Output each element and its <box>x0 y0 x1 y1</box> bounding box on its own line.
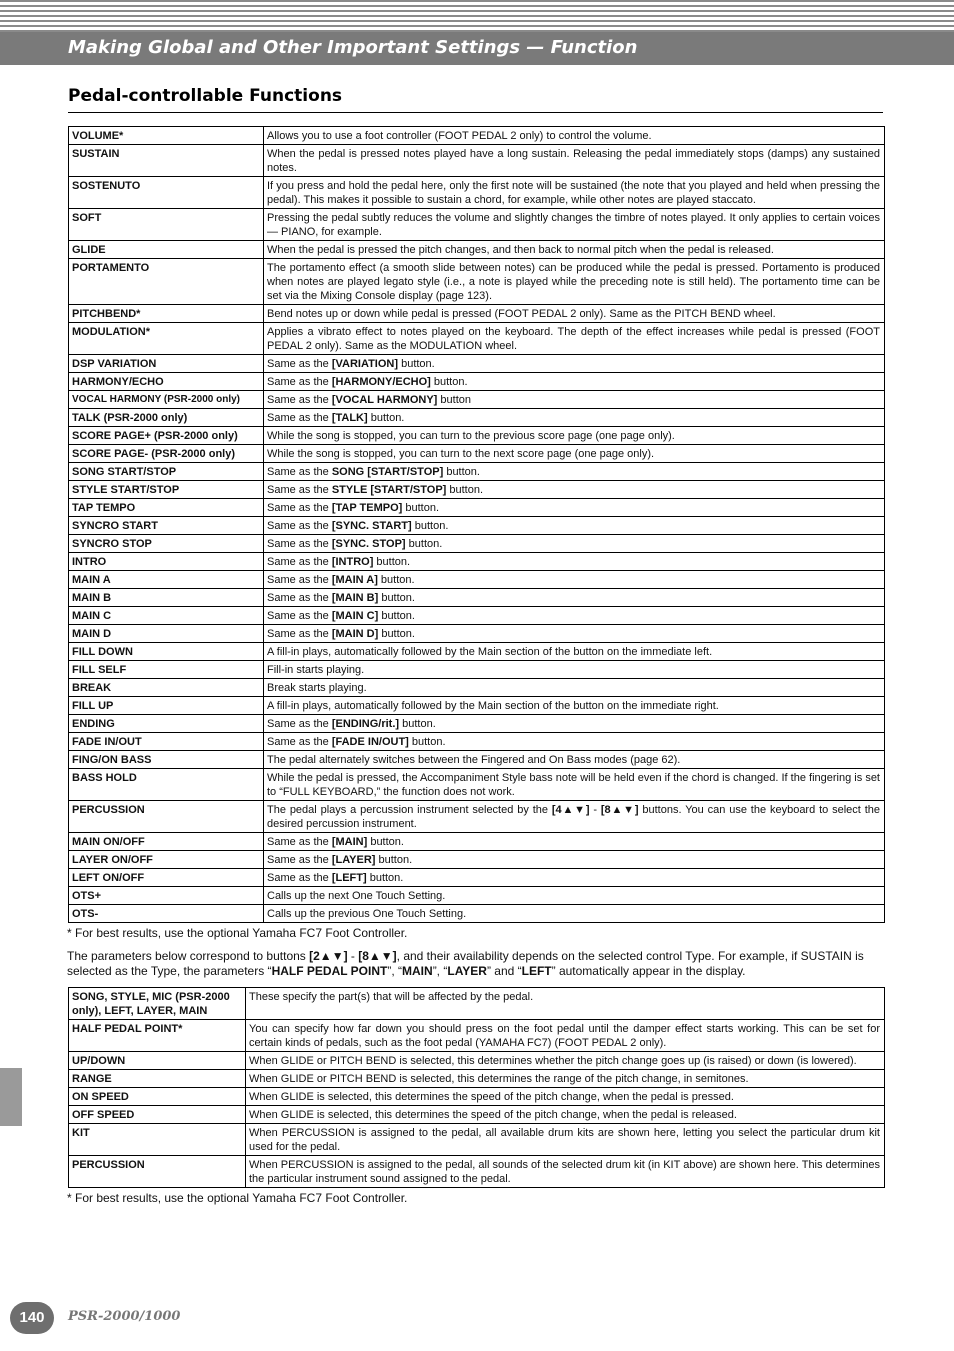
table-row <box>69 1124 885 1156</box>
function-description: While the pedal is pressed, the Accompaniment Style bass note will be held even if the chord is changed. If the fingering is set to “FULL KEYBOARD,” the function does not work. <box>264 769 885 801</box>
function-description: Bend notes up or down while pedal is pressed (FOOT PEDAL 2 only). Same as the PITCH BEND wheel. <box>264 305 885 323</box>
function-description: Same as the STYLE [START/STOP] button. <box>264 481 885 499</box>
function-description: Same as the [LAYER] button. <box>264 851 885 869</box>
function-description: A fill-in plays, automatically followed by the Main section of the button on the immediate right. <box>264 697 885 715</box>
function-description: Same as the [LEFT] button. <box>264 869 885 887</box>
parameter-description: When GLIDE or PITCH BEND is selected, this determines the range of the pitch change, in semitones. <box>246 1070 885 1088</box>
function-description: Same as the [TALK] button. <box>264 409 885 427</box>
function-description: Same as the [SYNC. STOP] button. <box>264 535 885 553</box>
function-name: PITCHBEND* <box>69 305 264 323</box>
table-row <box>69 209 885 241</box>
table-row <box>69 625 885 643</box>
table-row <box>69 715 885 733</box>
table-row <box>69 887 885 905</box>
function-description: Same as the [TAP TEMPO] button. <box>264 499 885 517</box>
table-row <box>69 661 885 679</box>
parameter-description: These specify the part(s) that will be affected by the pedal. <box>246 988 885 1020</box>
table-row <box>69 259 885 305</box>
table-row <box>69 1020 885 1052</box>
table-row <box>69 355 885 373</box>
function-description: Calls up the next One Touch Setting. <box>264 887 885 905</box>
function-description: Pressing the pedal subtly reduces the volume and slightly changes the timbre of notes played. It only applies to certain voices — PIANO, for example. <box>264 209 885 241</box>
parameter-description: When GLIDE is selected, this determines the speed of the pitch change, when the pedal is released. <box>246 1106 885 1124</box>
parameter-description: When PERCUSSION is assigned to the pedal, all sounds of the selected drum kit (in KIT above) are shown here. This determines the particular instrument sound assigned to the pedal. <box>246 1156 885 1188</box>
function-name: SOFT <box>69 209 264 241</box>
function-description: The pedal alternately switches between the Fingered and On Bass modes (page 62). <box>264 751 885 769</box>
table-row <box>69 833 885 851</box>
function-description: Same as the [FADE IN/OUT] button. <box>264 733 885 751</box>
function-name: PERCUSSION <box>69 801 264 833</box>
function-name: FILL DOWN <box>69 643 264 661</box>
table-row <box>69 305 885 323</box>
chapter-side-tab <box>0 1068 22 1126</box>
function-name: SCORE PAGE- (PSR-2000 only) <box>69 445 264 463</box>
function-description: Fill-in starts playing. <box>264 661 885 679</box>
function-description: Same as the [MAIN] button. <box>264 833 885 851</box>
table-row <box>69 851 885 869</box>
function-description: The portamento effect (a smooth slide between notes) can be produced while the pedal is pressed. Portamento is produced when notes are played legato style (i.e., a note is played while the preceding note is still held). The portamento time can be set via the Mixing Console display (page 123). <box>264 259 885 305</box>
table-row <box>69 177 885 209</box>
parameter-description: When GLIDE is selected, this determines the speed of the pitch change, when the pedal is pressed. <box>246 1088 885 1106</box>
function-description: Same as the [HARMONY/ECHO] button. <box>264 373 885 391</box>
function-description: A fill-in plays, automatically followed by the Main section of the button on the immediate left. <box>264 643 885 661</box>
table-row <box>69 409 885 427</box>
function-name: DSP VARIATION <box>69 355 264 373</box>
table-row <box>69 445 885 463</box>
parameter-name: HALF PEDAL POINT* <box>69 1020 246 1052</box>
function-name: MAIN D <box>69 625 264 643</box>
function-name: MODULATION* <box>69 323 264 355</box>
function-name: TALK (PSR-2000 only) <box>69 409 264 427</box>
function-name: OTS+ <box>69 887 264 905</box>
table-row <box>69 905 885 923</box>
table-row <box>69 373 885 391</box>
table-row <box>69 481 885 499</box>
function-name: TAP TEMPO <box>69 499 264 517</box>
table-row <box>69 391 885 409</box>
table-row <box>69 869 885 887</box>
function-name: BASS HOLD <box>69 769 264 801</box>
table-row <box>69 751 885 769</box>
parameter-name: SONG, STYLE, MIC (PSR-2000 only), LEFT, LAYER, MAIN <box>69 988 246 1020</box>
table-row <box>69 643 885 661</box>
table-row <box>69 679 885 697</box>
section-title: Pedal-controllable Functions <box>68 86 343 106</box>
pedal-parameters-table <box>68 987 885 1188</box>
function-description: Same as the [ENDING/rit.] button. <box>264 715 885 733</box>
table-row <box>69 535 885 553</box>
parameter-name: RANGE <box>69 1070 246 1088</box>
footnote: * For best results, use the optional Yamaha FC7 Foot Controller. <box>67 926 408 940</box>
function-description: Same as the [MAIN A] button. <box>264 571 885 589</box>
table-row <box>69 1156 885 1188</box>
function-name: SONG START/STOP <box>69 463 264 481</box>
table-row <box>69 769 885 801</box>
parameters-intro-paragraph: The parameters below correspond to buttons [2▲▼] - [8▲▼], and their availability depends on the selected control Type. For example, if SUSTAIN is selected as the Type, the parameters “HALF PEDAL POINT”, “MAIN”, “LAYER” and “LEFT” automatically appear in the display. <box>67 949 864 978</box>
function-description: Allows you to use a foot controller (FOOT PEDAL 2 only) to control the volume. <box>264 127 885 145</box>
function-description: While the song is stopped, you can turn to the previous score page (one page only). <box>264 427 885 445</box>
table-row <box>69 127 885 145</box>
function-description: Same as the [INTRO] button. <box>264 553 885 571</box>
function-name: HARMONY/ECHO <box>69 373 264 391</box>
function-name: ENDING <box>69 715 264 733</box>
function-description: Same as the [MAIN D] button. <box>264 625 885 643</box>
function-description: Same as the [MAIN C] button. <box>264 607 885 625</box>
table-row <box>69 733 885 751</box>
model-name: PSR-2000/1000 <box>68 1309 181 1324</box>
function-name: BREAK <box>69 679 264 697</box>
table-row <box>69 697 885 715</box>
function-description: Same as the SONG [START/STOP] button. <box>264 463 885 481</box>
parameter-description: When PERCUSSION is assigned to the pedal, all available drum kits are shown here, letting you select the particular drum kit used for the pedal. <box>246 1124 885 1156</box>
table-row <box>69 607 885 625</box>
parameter-description: You can specify how far down you should press on the foot pedal until the damper effect starts working. This can be set for certain kinds of pedals, such as the foot pedal (YAMAHA FC7) (FOOT PEDAL 2 only). <box>246 1020 885 1052</box>
table-row <box>69 427 885 445</box>
function-name: GLIDE <box>69 241 264 259</box>
table-row <box>69 571 885 589</box>
function-name: VOCAL HARMONY (PSR-2000 only) <box>69 391 264 409</box>
page-number: 140 <box>10 1302 54 1334</box>
parameter-name: UP/DOWN <box>69 1052 246 1070</box>
function-description: The pedal plays a percussion instrument selected by the [4▲▼] - [8▲▼] buttons. You can use the keyboard to select the desired percussion instrument. <box>264 801 885 833</box>
pedal-functions-table <box>68 126 885 923</box>
function-description: If you press and hold the pedal here, only the first note will be sustained (the note that you played and held when pressing the pedal). This makes it possible to sustain a chord, for example, while other notes are played staccato. <box>264 177 885 209</box>
function-description: Same as the [VARIATION] button. <box>264 355 885 373</box>
table-row <box>69 589 885 607</box>
function-description: Calls up the previous One Touch Setting. <box>264 905 885 923</box>
header-stripes <box>0 0 954 32</box>
section-rule <box>68 112 883 113</box>
function-description: While the song is stopped, you can turn to the next score page (one page only). <box>264 445 885 463</box>
function-name: MAIN A <box>69 571 264 589</box>
function-name: INTRO <box>69 553 264 571</box>
table-row <box>69 988 885 1020</box>
parameter-name: OFF SPEED <box>69 1106 246 1124</box>
parameter-name: ON SPEED <box>69 1088 246 1106</box>
function-name: SCORE PAGE+ (PSR-2000 only) <box>69 427 264 445</box>
chapter-title: Making Global and Other Important Settings — Function <box>68 37 638 58</box>
function-name: SYNCRO STOP <box>69 535 264 553</box>
table-row <box>69 1052 885 1070</box>
table-row <box>69 323 885 355</box>
function-name: FING/ON BASS <box>69 751 264 769</box>
function-description: Applies a vibrato effect to notes played on the keyboard. The depth of the effect increases while pedal is pressed (FOOT PEDAL 2 only). Same as the MODULATION wheel. <box>264 323 885 355</box>
table-row <box>69 241 885 259</box>
function-description: Same as the [VOCAL HARMONY] button <box>264 391 885 409</box>
function-name: STYLE START/STOP <box>69 481 264 499</box>
table-row <box>69 1070 885 1088</box>
parameter-description: When GLIDE or PITCH BEND is selected, this determines whether the pitch change goes up (is raised) or down (is lowered). <box>246 1052 885 1070</box>
function-name: MAIN B <box>69 589 264 607</box>
parameter-name: PERCUSSION <box>69 1156 246 1188</box>
function-description: Same as the [SYNC. START] button. <box>264 517 885 535</box>
function-name: FILL SELF <box>69 661 264 679</box>
function-description: Same as the [MAIN B] button. <box>264 589 885 607</box>
function-name: PORTAMENTO <box>69 259 264 305</box>
function-name: MAIN C <box>69 607 264 625</box>
function-name: LEFT ON/OFF <box>69 869 264 887</box>
table-row <box>69 553 885 571</box>
function-name: FADE IN/OUT <box>69 733 264 751</box>
function-name: SYNCRO START <box>69 517 264 535</box>
function-description: Break starts playing. <box>264 679 885 697</box>
function-name: FILL UP <box>69 697 264 715</box>
function-name: LAYER ON/OFF <box>69 851 264 869</box>
function-name: SUSTAIN <box>69 145 264 177</box>
footnote-2: * For best results, use the optional Yamaha FC7 Foot Controller. <box>67 1191 408 1205</box>
function-name: MAIN ON/OFF <box>69 833 264 851</box>
parameter-name: KIT <box>69 1124 246 1156</box>
table-row <box>69 801 885 833</box>
table-row <box>69 145 885 177</box>
function-name: SOSTENUTO <box>69 177 264 209</box>
table-row <box>69 1106 885 1124</box>
header-banner <box>0 32 954 65</box>
table-row <box>69 499 885 517</box>
function-description: When the pedal is pressed the pitch changes, and then back to normal pitch when the pedal is released. <box>264 241 885 259</box>
function-name: VOLUME* <box>69 127 264 145</box>
table-row <box>69 517 885 535</box>
table-row <box>69 463 885 481</box>
table-row <box>69 1088 885 1106</box>
function-description: When the pedal is pressed notes played have a long sustain. Releasing the pedal immediately stops (damps) any sustained notes. <box>264 145 885 177</box>
function-name: OTS- <box>69 905 264 923</box>
